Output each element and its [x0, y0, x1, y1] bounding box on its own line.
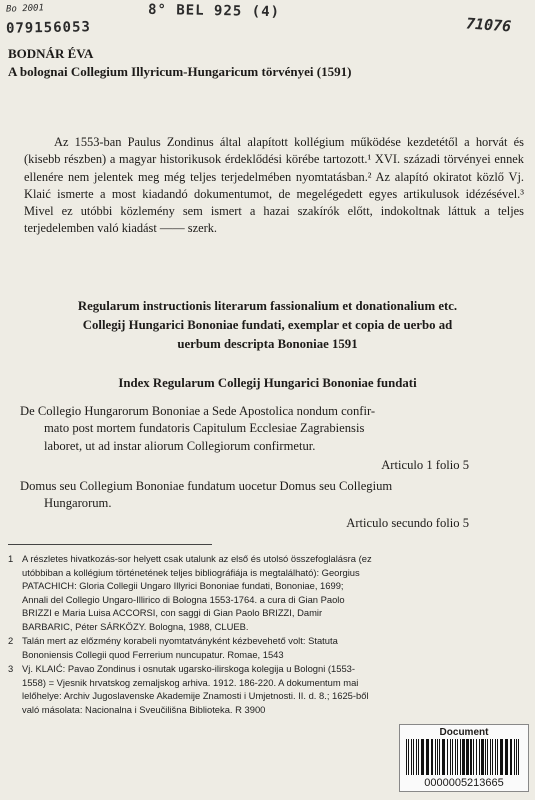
article-title: A bolognai Collegium Illyricum-Hungaricum törvényei (1591): [8, 64, 352, 79]
footnote-line: Talán mert az előzmény korabeli nyomtatványként kézbevehető volt: Statuta: [22, 635, 338, 646]
article-line: De Collegio Hungarorum Bononiae a Sede Apostolica nondum confir-: [20, 404, 376, 418]
article-line: Hungarorum.: [44, 496, 112, 511]
handwritten-record-number: 079156053: [5, 19, 91, 37]
latin-heading-line: uerbum descripta Bononiae 1591: [177, 337, 358, 351]
footnote-divider: [8, 544, 212, 545]
footnote-number: 1: [8, 553, 14, 564]
footnote-line: BRIZZI e Maria Luisa ACCORSI, con saggi di Gian Paolo BRIZZI, Damir: [22, 607, 323, 618]
intro-paragraph: Az 1553-ban Paulus Zondinus által alapított kollégium működése kezdetétől a horvát és (kisebb részben) a magyar historikusok érdeklődési körébe tartozott.¹ XVI. századi törvényei ennek ellenére nem jelentek meg még teljes terjedelmében nyomtatásban.² Az alapító okiratot közlő Vj. Klaić ismerte a most kiadandó dokumentumot, de megelégedett egyes artikulusok idézésével.³ Mivel ez utóbbi közlemény sem ismert a hazai szakírók előtt, indokoltnak láttuk a teljes terjedelemben való kiadást —— szerk.: [24, 135, 524, 236]
handwritten-note: Bo 2001: [5, 3, 45, 15]
footnotes: [8, 552, 458, 717]
barcode-label: [399, 724, 529, 792]
index-heading: Index Regularum Collegij Hungarici Bononiae fundati: [118, 376, 417, 390]
article-2-text: [20, 478, 525, 513]
handwritten-shelfmark: 8° BEL 925 (4): [147, 1, 281, 21]
footnote: [8, 552, 458, 633]
article-line: laboret, ut ad instar aliorum Collegiorum confirmetur.: [44, 438, 316, 453]
article-1-text: [20, 403, 525, 455]
footnote: [8, 634, 458, 661]
footnote-line: Vj. KLAIĆ: Pavao Zondinus i osnutak ugarsko-ilirskoga kolegija u Bologni (1553-: [22, 663, 355, 674]
footnote-number: 2: [8, 635, 14, 646]
handwritten-code: 71076: [465, 14, 512, 36]
latin-document-heading: [10, 297, 525, 354]
latin-heading-line: Collegij Hungarici Bononiae fundati, exemplar et copia de uerbo ad: [82, 318, 453, 332]
footnote-number: 3: [8, 663, 14, 674]
footnote-line: utóbbiban a kollégium történetének teljes bibliográfiája is megtalálható): Georgius: [22, 566, 360, 578]
footnote-line: lelőhelye: Archiv Jugoslavenske Akademije Znamosti i Umjetnosti. II. d. 8.; 1625-ből: [22, 690, 369, 701]
article-line: mato post mortem fundatoris Capitulum Ecclesiae Zagrabiensis: [44, 421, 365, 436]
article-line: Domus seu Collegium Bononiae fundatum uocetur Domus seu Collegium: [20, 479, 393, 493]
latin-heading-line: Regularum instructionis literarum fassionalium et donationalium etc.: [77, 299, 458, 313]
footnote-line: 1558) = Vjesnik hrvatskog zemaljskog arhiva. 1912. 186-220. A dokumentum mai: [22, 676, 359, 688]
barcode-icon: [406, 739, 522, 775]
footnote-line: BARBARIC, Péter SÁRKÖZY. Bologna, 1988, CLUEB.: [22, 620, 249, 632]
footnote-line: Annali del Collegio Ungaro-Illirico di Bologna 1553-1764. a cura di Gian Paolo: [22, 593, 345, 605]
footnote-line: Bononiensis Collegii quod Ferrerium nuncupatur. Romae, 1543: [22, 648, 284, 660]
footnote-line: PATACHICH: Gloria Collegii Ungaro Illyrici Bononiae fundati, Bononiae, 1699;: [22, 580, 344, 591]
footnote-line: A részletes hivatkozás-sor helyett csak utalunk az első és utolsó összefoglalásra (ez: [22, 553, 372, 564]
article-2-reference: Articulo secundo folio 5: [346, 516, 469, 530]
article-1-reference: Articulo 1 folio 5: [381, 458, 469, 472]
footnote: [8, 662, 458, 716]
footnote-line: való másolata: Nacionalna i Sveučilišna Biblioteka. R 3900: [22, 703, 266, 715]
barcode-title: Document: [439, 727, 489, 738]
author-name: BODNÁR ÉVA: [8, 46, 94, 61]
barcode-number: 0000005213665: [424, 777, 504, 789]
